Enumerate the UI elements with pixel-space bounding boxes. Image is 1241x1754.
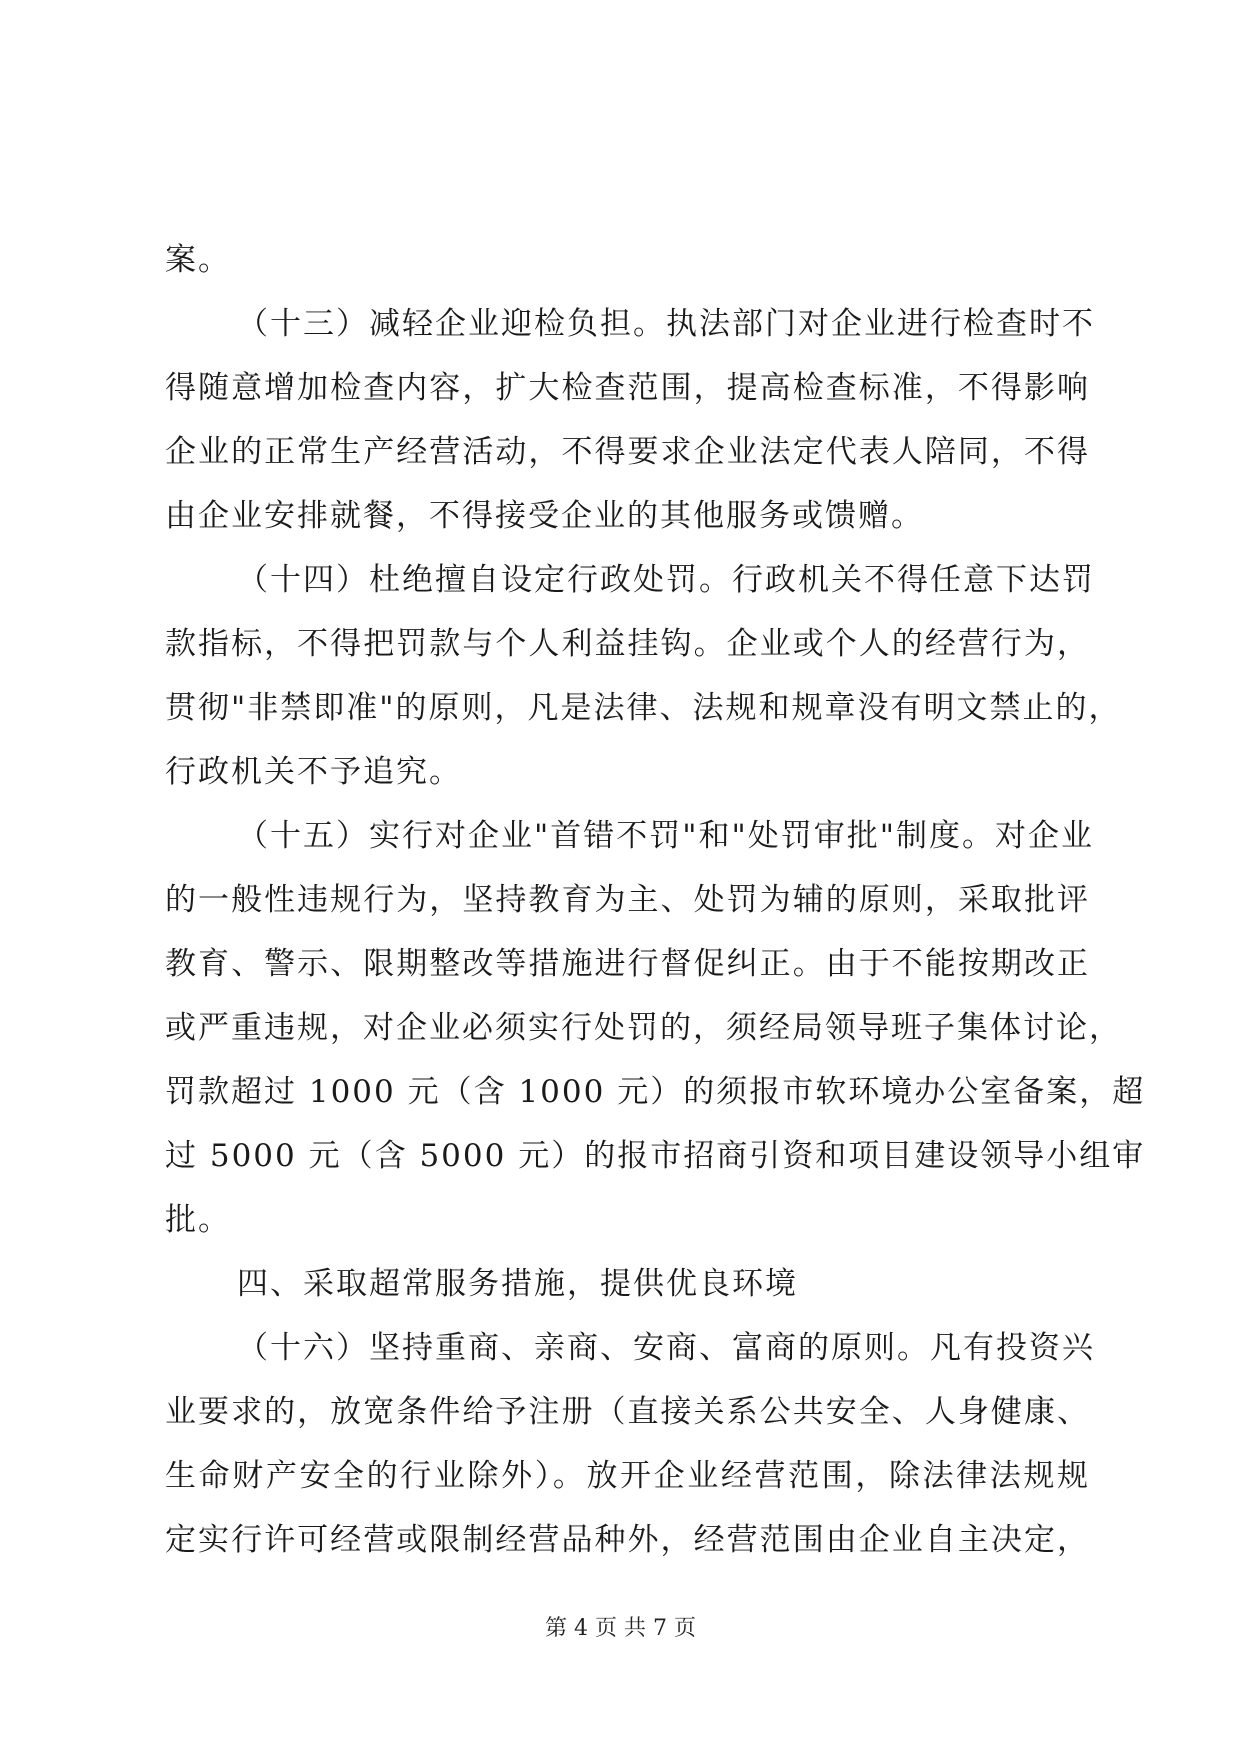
paragraph-line: 得随意增加检查内容，扩大检查范围，提高检查标准，不得影响 (165, 370, 1090, 406)
paragraph-line: 由企业安排就餐，不得接受企业的其他服务或馈赠。 (165, 498, 924, 534)
section-heading: 四、采取超常服务措施，提供优良环境 (237, 1266, 798, 1302)
paragraph-line: 罚款超过 1000 元（含 1000 元）的须报市软环境办公室备案，超 (165, 1074, 1146, 1110)
paragraph-line: 或严重违规，对企业必须实行处罚的，须经局领导班子集体讨论， (165, 1010, 1122, 1046)
paragraph-line: 生命财产安全的行业除外）。放开企业经营范围，除法律法规规 (165, 1458, 1090, 1494)
paragraph-line: （十四）杜绝擅自设定行政处罚。行政机关不得任意下达罚 (237, 562, 1095, 598)
paragraph-line: 业要求的，放宽条件给予注册（直接关系公共安全、人身健康、 (165, 1394, 1090, 1430)
paragraph-line: 款指标，不得把罚款与个人利益挂钩。企业或个人的经营行为， (165, 626, 1090, 662)
paragraph-line: 案。 (165, 242, 231, 278)
paragraph-line: （十六）坚持重商、亲商、安商、富商的原则。凡有投资兴 (237, 1330, 1095, 1366)
paragraph-line: （十五）实行对企业"首错不罚"和"处罚审批"制度。对企业 (237, 818, 1095, 854)
paragraph-line: 贯彻"非禁即准"的原则，凡是法律、法规和规章没有明文禁止的， (165, 690, 1122, 726)
paragraph-line: 的一般性违规行为，坚持教育为主、处罚为辅的原则，采取批评 (165, 882, 1090, 918)
page-number-footer: 第 4 页 共 7 页 (545, 1616, 696, 1641)
paragraph-line: 企业的正常生产经营活动，不得要求企业法定代表人陪同，不得 (165, 434, 1090, 470)
paragraph-line: 定实行许可经营或限制经营品种外，经营范围由企业自主决定， (165, 1522, 1090, 1558)
paragraph-line: 过 5000 元（含 5000 元）的报市招商引资和项目建设领导小组审 (165, 1138, 1146, 1174)
paragraph-line: （十三）减轻企业迎检负担。执法部门对企业进行检查时不 (237, 306, 1095, 342)
document-body (165, 228, 1146, 1572)
paragraph-line: 教育、警示、限期整改等措施进行督促纠正。由于不能按期改正 (165, 946, 1090, 982)
paragraph-line: 行政机关不予追究。 (165, 754, 462, 790)
paragraph-line: 批。 (165, 1202, 231, 1238)
